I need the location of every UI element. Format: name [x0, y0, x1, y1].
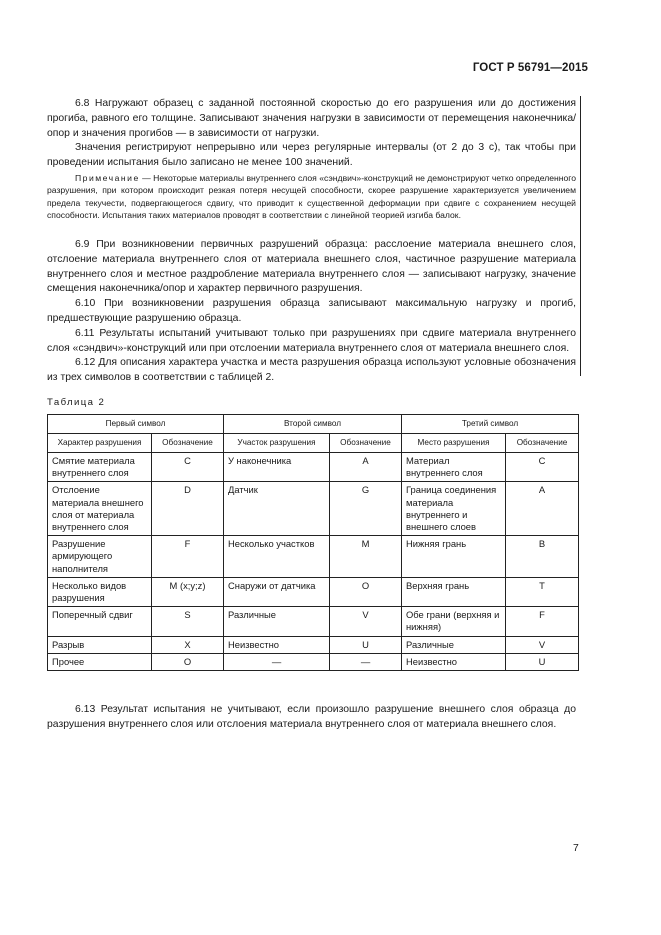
group-header-first: Первый символ — [48, 415, 224, 434]
note-text: — Некоторые материалы внутреннего слоя «сэндвич»-конструкций не демонстрируют четко определенного разрушения, при котором происходит резкая потеря несущей способности, скорее разрушение характеризуется увеличением предела текучести, подвергающегося сдвигу, что приводит к существенной деформации при сдвиге с сохранением несущей способности. Испытания таких материалов проводят в соответствии с линейной теорией изгиба балок. — [47, 173, 576, 221]
group-header-third: Третий символ — [402, 415, 579, 434]
table-cell: F — [506, 607, 579, 636]
table-cell: Разрыв — [48, 636, 152, 653]
table-row — [48, 536, 579, 578]
table-cell: C — [152, 453, 224, 482]
table-cell: O — [152, 653, 224, 670]
table-cell: Поперечный сдвиг — [48, 607, 152, 636]
text-block-bottom — [47, 703, 576, 733]
table-cell: Различные — [224, 607, 330, 636]
table-cell: A — [330, 453, 402, 482]
sub-header: Обозначение — [330, 434, 402, 453]
table-cell: U — [506, 653, 579, 670]
table-cell: S — [152, 607, 224, 636]
table-cell: M — [330, 536, 402, 578]
table-caption: Таблица 2 — [47, 397, 106, 408]
table-cell: Различные — [402, 636, 506, 653]
sub-header: Участок разрушения — [224, 434, 330, 453]
paragraph-6-8-continued: Значения регистрируют непрерывно или через регулярные интервалы (от 2 до 3 с), так чтобы при проведении испытания было записано не менее 100 значений. — [47, 142, 576, 169]
table-cell: Датчик — [224, 482, 330, 536]
table-row — [48, 453, 579, 482]
revision-margin-bar — [580, 96, 581, 376]
table-cell: Снаружи от датчика — [224, 577, 330, 606]
note-lead: Примечание — [75, 173, 140, 183]
failure-codes-table — [47, 414, 579, 671]
table-cell: G — [330, 482, 402, 536]
table-cell: У наконечника — [224, 453, 330, 482]
note-paragraph — [47, 172, 576, 222]
table-cell: O — [330, 577, 402, 606]
paragraph-6-12: 6.12 Для описания характера участка и места разрушения образца используют условные обозначения из трех символов в соответствии с таблицей 2. — [47, 357, 576, 384]
table-cell: Прочее — [48, 653, 152, 670]
paragraph-6-11: 6.11 Результаты испытаний учитывают только при разрушениях при сдвиге материала внутреннего слоя «сэндвич»-конструкций или при отслоении материала внутреннего слоя от материала внешнего слоя. — [47, 327, 576, 354]
paragraph-6-8: 6.8 Нагружают образец с заданной постоянной скоростью до его разрушения или до достижения прогиба, равного его толщине. Записывают значения нагрузки в зависимости от перемещения наконечника/опор и значения прогибов — в зависимости от нагрузки. — [47, 98, 576, 139]
text-block-middle — [47, 238, 576, 386]
table-cell: Граница соединения материала внутреннего и внешнего слоев — [402, 482, 506, 536]
text-block-top — [47, 97, 576, 171]
sub-header: Обозначение — [506, 434, 579, 453]
table-cell: A — [506, 482, 579, 536]
table-cell: Нижняя грань — [402, 536, 506, 578]
table-cell: Отслоение материала внешнего слоя от материала внутреннего слоя — [48, 482, 152, 536]
group-header-second: Второй символ — [224, 415, 402, 434]
standard-header: ГОСТ Р 56791—2015 — [472, 62, 588, 74]
table-cell: Несколько участков — [224, 536, 330, 578]
table-row — [48, 653, 579, 670]
table-cell: V — [330, 607, 402, 636]
table-sub-header-row — [48, 434, 579, 453]
table-row — [48, 607, 579, 636]
table-cell: Неизвестно — [402, 653, 506, 670]
table-cell: Разрушение армирующего наполнителя — [48, 536, 152, 578]
note-block — [47, 172, 576, 222]
table-cell: Материал внутреннего слоя — [402, 453, 506, 482]
table-cell: T — [506, 577, 579, 606]
table-cell: X — [152, 636, 224, 653]
sub-header: Обозначение — [152, 434, 224, 453]
paragraph-6-13: 6.13 Результат испытания не учитывают, если произошло разрушение внешнего слоя образца до разрушения внутреннего слоя или отслоения материала внутреннего слоя от материала внешнего слоя. — [47, 704, 576, 730]
paragraph-6-9: 6.9 При возникновении первичных разрушений образца: расслоение материала внешнего слоя, отслоение материала внутреннего слоя от материала внешнего слоя, частичное разрушение материала внутреннего слоя и местное раздробление материала внутреннего слоя — записывают нагрузку, значение смещения наконечника/опор и характер первичного разрушения. — [47, 239, 576, 295]
table-cell: C — [506, 453, 579, 482]
table-cell: Верхняя грань — [402, 577, 506, 606]
table-cell: V — [506, 636, 579, 653]
table-cell: M (x;y;z) — [152, 577, 224, 606]
page-number: 7 — [573, 843, 579, 854]
table-cell: B — [506, 536, 579, 578]
table-row — [48, 636, 579, 653]
table-cell: Несколько видов разрушения — [48, 577, 152, 606]
table-row — [48, 482, 579, 536]
table-cell: U — [330, 636, 402, 653]
sub-header: Характер разрушения — [48, 434, 152, 453]
table-group-header-row — [48, 415, 579, 434]
table-cell: F — [152, 536, 224, 578]
table-cell: D — [152, 482, 224, 536]
sub-header: Место разрушения — [402, 434, 506, 453]
table-cell: Смятие материала внутреннего слоя — [48, 453, 152, 482]
table-cell: — — [330, 653, 402, 670]
table-cell: Обе грани (верхняя и нижняя) — [402, 607, 506, 636]
table-cell: Неизвестно — [224, 636, 330, 653]
table-row — [48, 577, 579, 606]
paragraph-6-10: 6.10 При возникновении разрушения образца записывают максимальную нагрузку и прогиб, предшествующие разрушению образца. — [47, 298, 576, 324]
table-cell: — — [224, 653, 330, 670]
